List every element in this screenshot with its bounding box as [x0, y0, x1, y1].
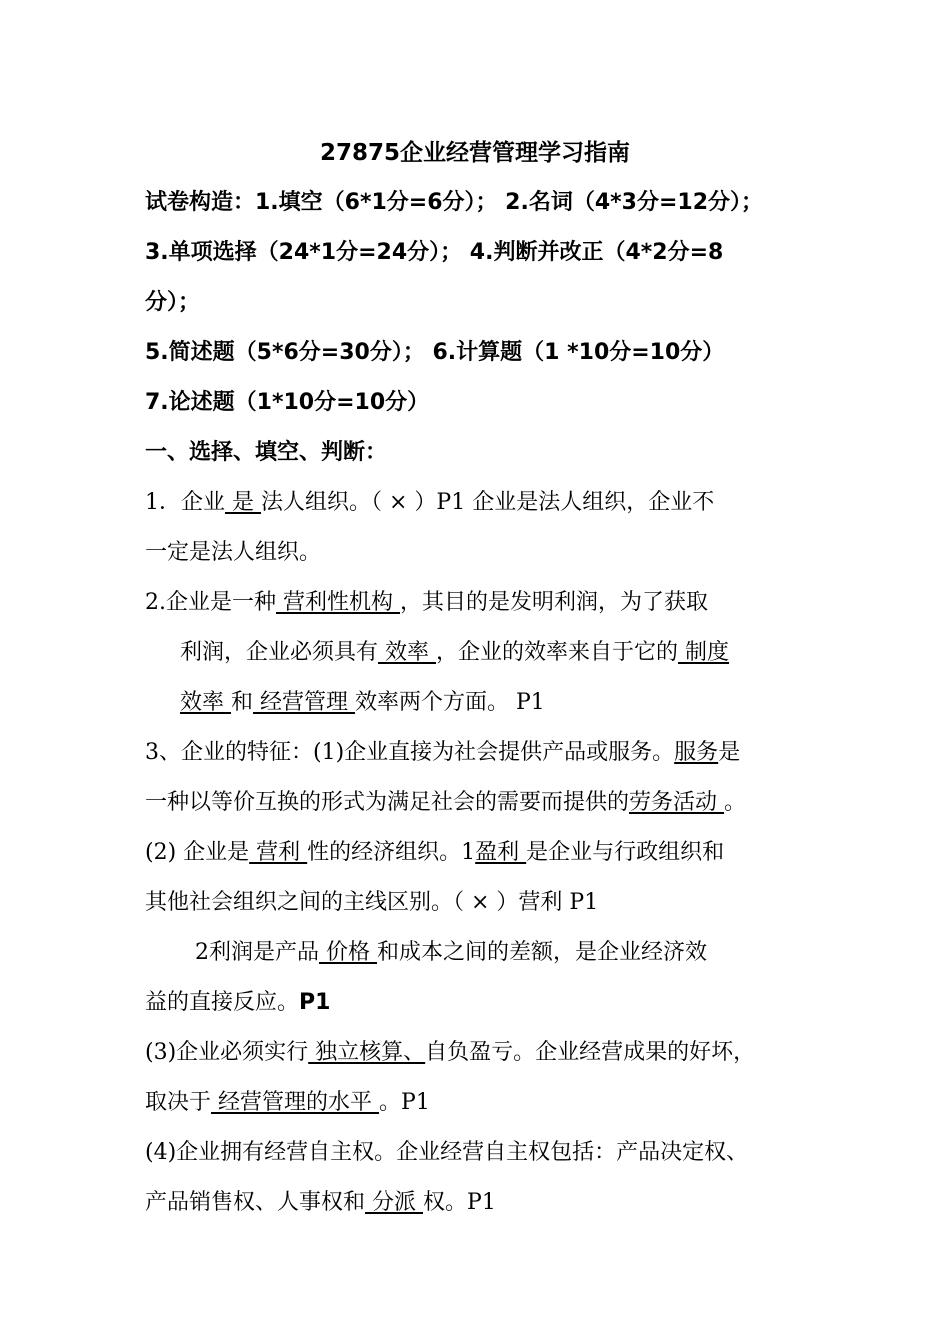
- fill-blank: 营利性机构: [276, 590, 400, 615]
- question-3-line-1: [145, 738, 740, 768]
- text: 产品销售权、人事权和: [145, 1190, 366, 1215]
- document-title: 27875企业经营管理学习指南: [319, 140, 631, 166]
- text: ，企业的效率来自于它的: [436, 640, 679, 665]
- fill-blank: 价格: [319, 940, 377, 965]
- text: (3)企业必须实行: [145, 1040, 309, 1065]
- text: 益的直接反应。: [145, 990, 300, 1015]
- text: (2) 企业是: [145, 840, 250, 865]
- text: 一种以等价互换的形式为满足社会的需要而提供的: [145, 790, 630, 815]
- text: 和成本之间的差额，是企业经济效: [377, 940, 708, 965]
- question-3-line-2: [145, 788, 746, 818]
- text: 。: [724, 790, 747, 815]
- underlined-term: 劳务活动: [629, 790, 725, 815]
- text: 是: [718, 740, 741, 765]
- text: 和: [231, 690, 254, 715]
- exam-structure-line-4: 5.简述题（5*6分=30分）； 6.计算题（1 *10分=10分）: [145, 340, 725, 365]
- fill-blank: 营利: [249, 840, 308, 865]
- section-heading: 一、选择、填空、判断：: [145, 440, 388, 465]
- question-3-line-8: [145, 1088, 430, 1118]
- question-3-line-5: [195, 938, 707, 968]
- fill-blank: 是: [225, 490, 261, 515]
- text: 1．企业: [145, 490, 225, 515]
- question-1-line-2: 一定是法人组织。: [145, 540, 322, 565]
- text: 是企业与行政组织和: [526, 840, 725, 865]
- fill-blank: 效率: [180, 690, 231, 715]
- question-1-line-1: [145, 488, 714, 518]
- exam-structure-line-2: 3.单项选择（24*1分=24分）； 4.判断并改正（4*2分=8: [145, 240, 724, 265]
- text: 效率两个方面。 P1: [355, 690, 545, 715]
- text: 性的经济组织。1: [307, 840, 476, 865]
- text: 2利润是产品: [195, 940, 319, 965]
- question-3-line-10: [145, 1188, 496, 1218]
- text: 取决于: [145, 1090, 212, 1115]
- text: 。P1: [379, 1090, 430, 1115]
- exam-structure-line-1: 试卷构造：1.填空（6*1分=6分）； 2.名词（4*3分=12分）；: [145, 190, 764, 215]
- fill-blank: 分派: [365, 1190, 424, 1215]
- underlined-term: 服务: [674, 740, 719, 765]
- question-3-line-7: [145, 1038, 755, 1068]
- question-2-line-3: [180, 688, 545, 718]
- exam-structure-line-5: 7.论述题（1*10分=10分）: [145, 390, 430, 415]
- fill-blank: 独立核算、: [308, 1040, 426, 1065]
- question-3-line-9: (4)企业拥有经营自主权。企业经营自主权包括：产品决定权、: [145, 1140, 749, 1165]
- text: 3、企业的特征：(1)企业直接为社会提供产品或服务。: [145, 740, 675, 765]
- fill-blank: 效率: [378, 640, 437, 665]
- text: 利润，企业必须具有: [180, 640, 379, 665]
- text: 2.企业是一种: [145, 590, 276, 615]
- page-ref: P1: [299, 990, 331, 1015]
- question-3-line-3: [145, 838, 724, 868]
- question-2-line-1: [145, 588, 708, 618]
- fill-blank: 制度: [678, 640, 730, 665]
- text: ，其目的是发明利润，为了获取: [400, 590, 709, 615]
- exam-structure-line-3: 分）；: [145, 290, 201, 315]
- question-3-line-6: [145, 988, 330, 1018]
- text: 自负盈亏。企业经营成果的好坏，: [425, 1040, 756, 1065]
- question-3-line-4: 其他社会组织之间的主线区别。（ × ）营利 P1: [145, 890, 599, 915]
- question-2-line-2: [180, 638, 729, 668]
- fill-blank: 经营管理: [253, 690, 356, 715]
- text: 法人组织。（ × ）P1 企业是法人组织，企业不: [261, 490, 715, 515]
- fill-blank: 经营管理的水平: [211, 1090, 380, 1115]
- fill-blank: 盈利: [475, 840, 527, 865]
- text: 权。P1: [423, 1190, 496, 1215]
